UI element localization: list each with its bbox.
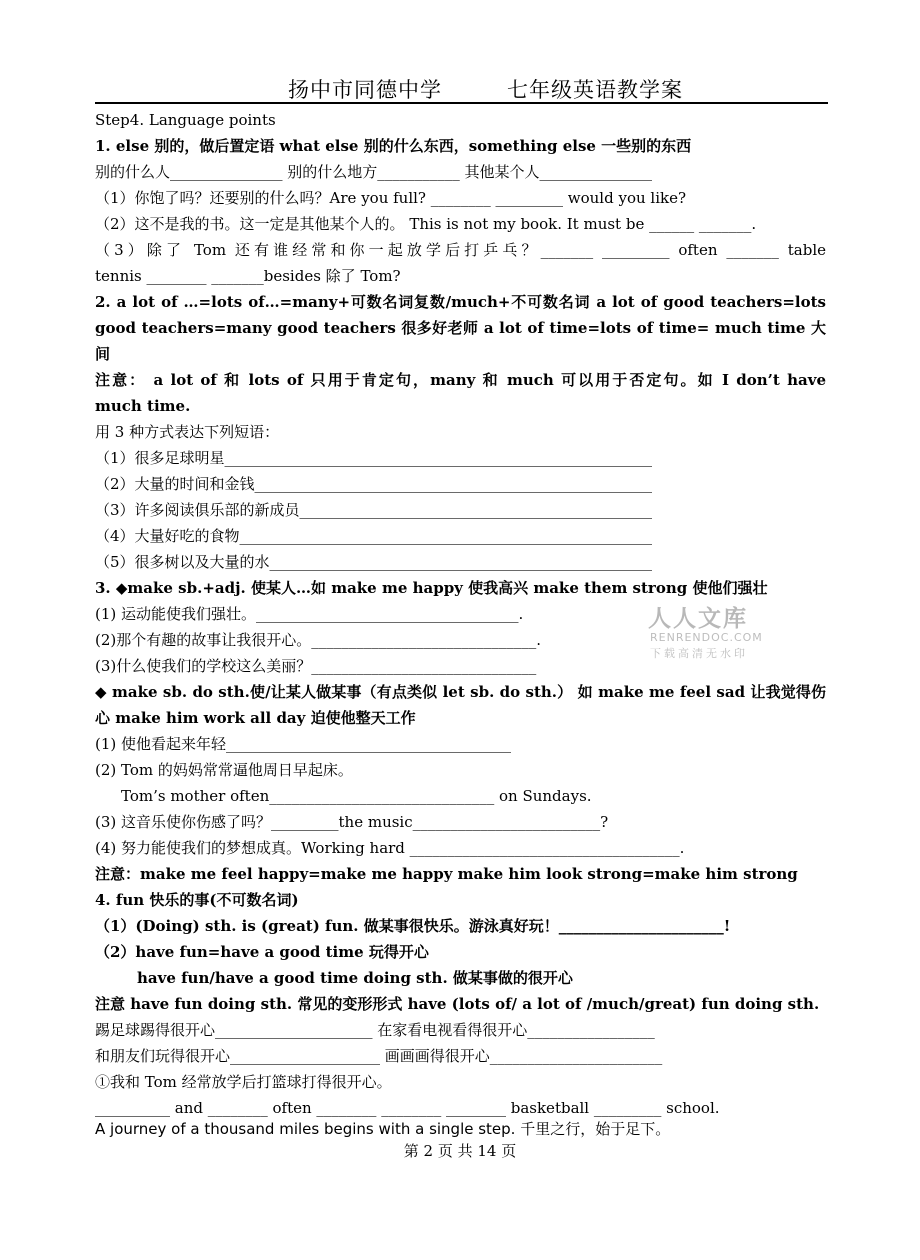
point-2-a-lot-of: good teachers=many good teachers 很多好老师 a lot of time=lots of time= much time 大: [95, 319, 826, 337]
point-3-make-do: ◆ make sb. do sth.使/让某人做某事（有点类似 let sb. do sth.） 如 make me feel sad 让我觉得伤: [95, 683, 826, 701]
exercise-line: （2）大量的时间和金钱_____________________________________________________: [95, 475, 653, 493]
watermark-logo: [648, 600, 778, 660]
exercise-line: (4) 努力能使我们的梦想成真。Working hard ____________________________________.: [95, 839, 685, 857]
exercise-line: （1）很多足球明星_________________________________________________________: [95, 449, 653, 467]
exercise-line: （1）你饱了吗？还要别的什么吗？Are you full? ________ _________ would you like?: [95, 189, 687, 207]
watermark-cn: 人人文库: [648, 606, 748, 632]
note-line: 注意：make me feel happy=make me happy make him look strong=make him strong: [95, 865, 798, 883]
course-title: 七年级英语教学案: [507, 78, 683, 102]
exercise-line: 别的什么人_______________ 别的什么地方___________ 其他某个人_______________: [95, 163, 653, 181]
exercise-line: (1) 运动能使我们强壮。___________________________________.: [95, 605, 524, 623]
exercise-line: 和朋友们玩得很开心____________________ 画画画得很开心_______________________: [95, 1047, 663, 1065]
exercise-line: (3) 这音乐使你伤感了吗？_________the music_________________________?: [95, 813, 609, 831]
exercise-line: （4）大量好吃的食物_______________________________________________________: [95, 527, 653, 545]
watermark-sub: 下载高清无水印: [650, 647, 748, 660]
point-4-fun: have fun/have a good time doing sth. 做某事做的很开心: [137, 969, 573, 987]
point-3-make: 3. ◆make sb.+adj. 使某人…如 make me happy 使我高兴 make them strong 使他们强壮: [95, 579, 768, 597]
exercise-line: (3)什么使我们的学校这么美丽？______________________________: [95, 657, 537, 675]
note-line: 注意 have fun doing sth. 常见的变形形式 have (lots of/ a lot of /much/great) fun doing sth.: [95, 995, 820, 1013]
point-2-a-lot-of: 2. a lot of …=lots of…=many+可数名词复数/much+不可数名词 a lot of good teachers=lots: [95, 293, 826, 311]
point-4-fun: （1）(Doing) sth. is (great) fun. 做某事很快乐。游泳真好玩！______________________!: [95, 917, 731, 935]
page-number: 第 2 页 共 14 页: [403, 1142, 517, 1160]
instruction-line: 用 3 种方式表达下列短语：: [95, 423, 280, 441]
exercise-line: tennis ________ _______besides 除了 Tom?: [95, 267, 401, 285]
point-2-a-lot-of: 间: [95, 345, 111, 363]
exercise-line: 踢足球踢得很开心_____________________ 在家看电视看得很开心_________________: [95, 1021, 655, 1039]
page-header: [95, 70, 828, 104]
exercise-line: （5）很多树以及大量的水___________________________________________________: [95, 553, 653, 571]
exercise-line: Tom’s mother often______________________________ on Sundays.: [121, 787, 592, 805]
exercise-line: （2）这不是我的书。这一定是其他某个人的。 This is not my book. It must be ______ _______.: [95, 215, 757, 233]
exercise-line: (1) 使他看起来年轻______________________________________: [95, 735, 512, 753]
note-line: much time.: [95, 397, 191, 415]
school-name: 扬中市同德中学: [288, 78, 442, 102]
point-4-fun: （2）have fun=have a good time 玩得开心: [95, 943, 429, 961]
exercise-line: (2)那个有趣的故事让我很开心。______________________________.: [95, 631, 542, 649]
note-line: 注意： a lot of 和 lots of 只用于肯定句，many 和 much 可以用于否定句。如 I don’t have: [95, 371, 826, 389]
watermark-en: RENRENDOC.COM: [650, 631, 763, 644]
point-3-make-do: 心 make him work all day 迫使他整天工作: [95, 709, 416, 727]
exercise-line: （3）除了 Tom 还有谁经常和你一起放学后打乒乓？_______ _________ often _______ table: [95, 241, 826, 259]
section-step4: Step4. Language points: [95, 111, 276, 129]
point-4-fun: 4. fun 快乐的事(不可数名词): [95, 891, 299, 909]
exercise-line: ①我和 Tom 经常放学后打篮球打得很开心。: [95, 1073, 392, 1091]
exercise-line: （3）许多阅读俱乐部的新成员_______________________________________________: [95, 501, 653, 519]
proverb-footer: A journey of a thousand miles begins with a single step. 千里之行，始于足下。: [95, 1120, 671, 1138]
point-1-else: 1. else 别的，做后置定语 what else 别的什么东西，something else 一些别的东西: [95, 137, 692, 155]
exercise-line: (2) Tom 的妈妈常常逼他周日早起床。: [95, 761, 353, 779]
exercise-line: __________ and ________ often ________ ________ ________ basketball _________ school.: [95, 1099, 720, 1117]
